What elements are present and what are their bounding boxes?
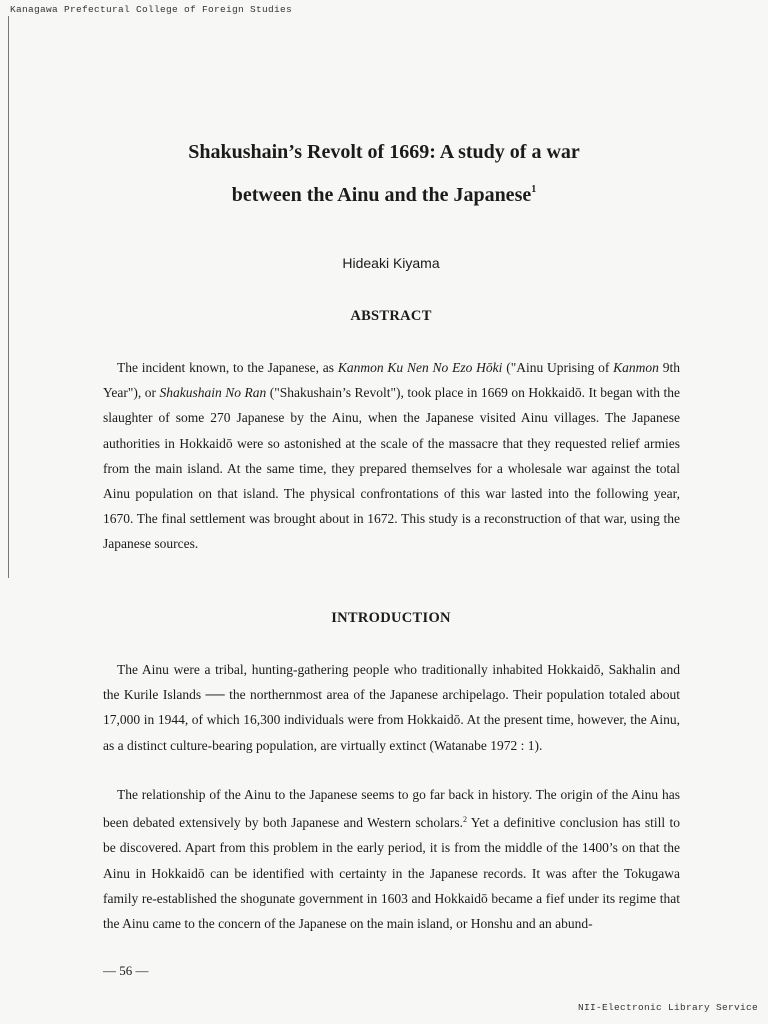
author-name: Hideaki Kiyama — [342, 255, 440, 271]
abstract-text-3: 9th Year"), or — [103, 360, 680, 401]
paper-title-line-2-text: between the Ainu and the Japanese — [231, 184, 532, 206]
abstract-heading: ABSTRACT — [350, 308, 432, 324]
abstract-italic-term-2: Kanmon — [613, 360, 659, 375]
abstract-text-1: The incident known, to the Japanese, as — [117, 360, 338, 375]
introduction-paragraph-1: The Ainu were a tribal, hunting-gathering people who traditionally inhabited Hokkaidō, Sakhalin and the Kurile Islands ── the northernmost area of the Japanese archipelago. Their population totaled about 17,000 in 1944, of which 16,300 individuals were from Hokkaidō. At the present time, however, the Ainu, as a distinct culture-bearing population, are virtually extinct (Watanabe 1972 : 1). — [103, 662, 680, 753]
footer-service-note: NII-Electronic Library Service — [577, 1002, 758, 1013]
introduction-paragraph-2 — [103, 782, 680, 936]
abstract-italic-term-1: Kanmon Ku Nen No Ezo Hōki — [337, 360, 503, 375]
abstract-italic-term-3: Shakushain No Ran — [159, 385, 267, 401]
abstract-paragraph — [103, 355, 680, 557]
abstract-text-4: ("Shakushain’s Revolt"), took place in 1669 on Hokkaidō. It began with the slaughter of some 270 Japanese by the Ainu, when the Japanese visited Ainu villages. The Japanese authorities in Hokkaidō were so astonished at the scale of the massacre that they requested relief armies from the main island. At the same time, they prepared themselves for a wholesale war against the total Ainu population on that island. The physical confrontations of this war lasted into the following year, 1670. The final settlement was brought about in 1672. This study is a reconstruction of that war, using the Japanese sources. — [103, 385, 680, 552]
paper-title-line-1: Shakushain’s Revolt of 1669: A study of a war — [188, 141, 580, 163]
title-footnote-marker: 1 — [531, 184, 537, 195]
page-number: — 56 — — [103, 963, 149, 978]
introduction-p2-text-a: The relationship of the Ainu to the Japanese seems to go far back in history. The origin of the Ainu has been debated extensively by both Japanese and Western scholars. — [103, 787, 680, 831]
introduction-p2-text-b: Yet a definitive conclusion has still to be discovered. Apart from this problem in the early period, it is from the middle of the 1400’s on that the Ainu in Hokkaidō can be identified with certainty in the Japanese records. It was after the Tokugawa family re-established the shogunate government in 1603 and Hokkaidō became a fief under its regime that the Ainu came to the concern of the Japanese on the main island, or Honshu and an abund- — [103, 815, 680, 932]
header-institution-note: Kanagawa Prefectural College of Foreign Studies — [10, 4, 293, 15]
margin-rule — [8, 16, 9, 578]
paper-title-line-2 — [0, 184, 768, 207]
footnote-marker-2: 2 — [462, 815, 467, 825]
abstract-text-2: ("Ainu Uprising of — [502, 360, 614, 375]
introduction-heading: INTRODUCTION — [331, 610, 451, 626]
